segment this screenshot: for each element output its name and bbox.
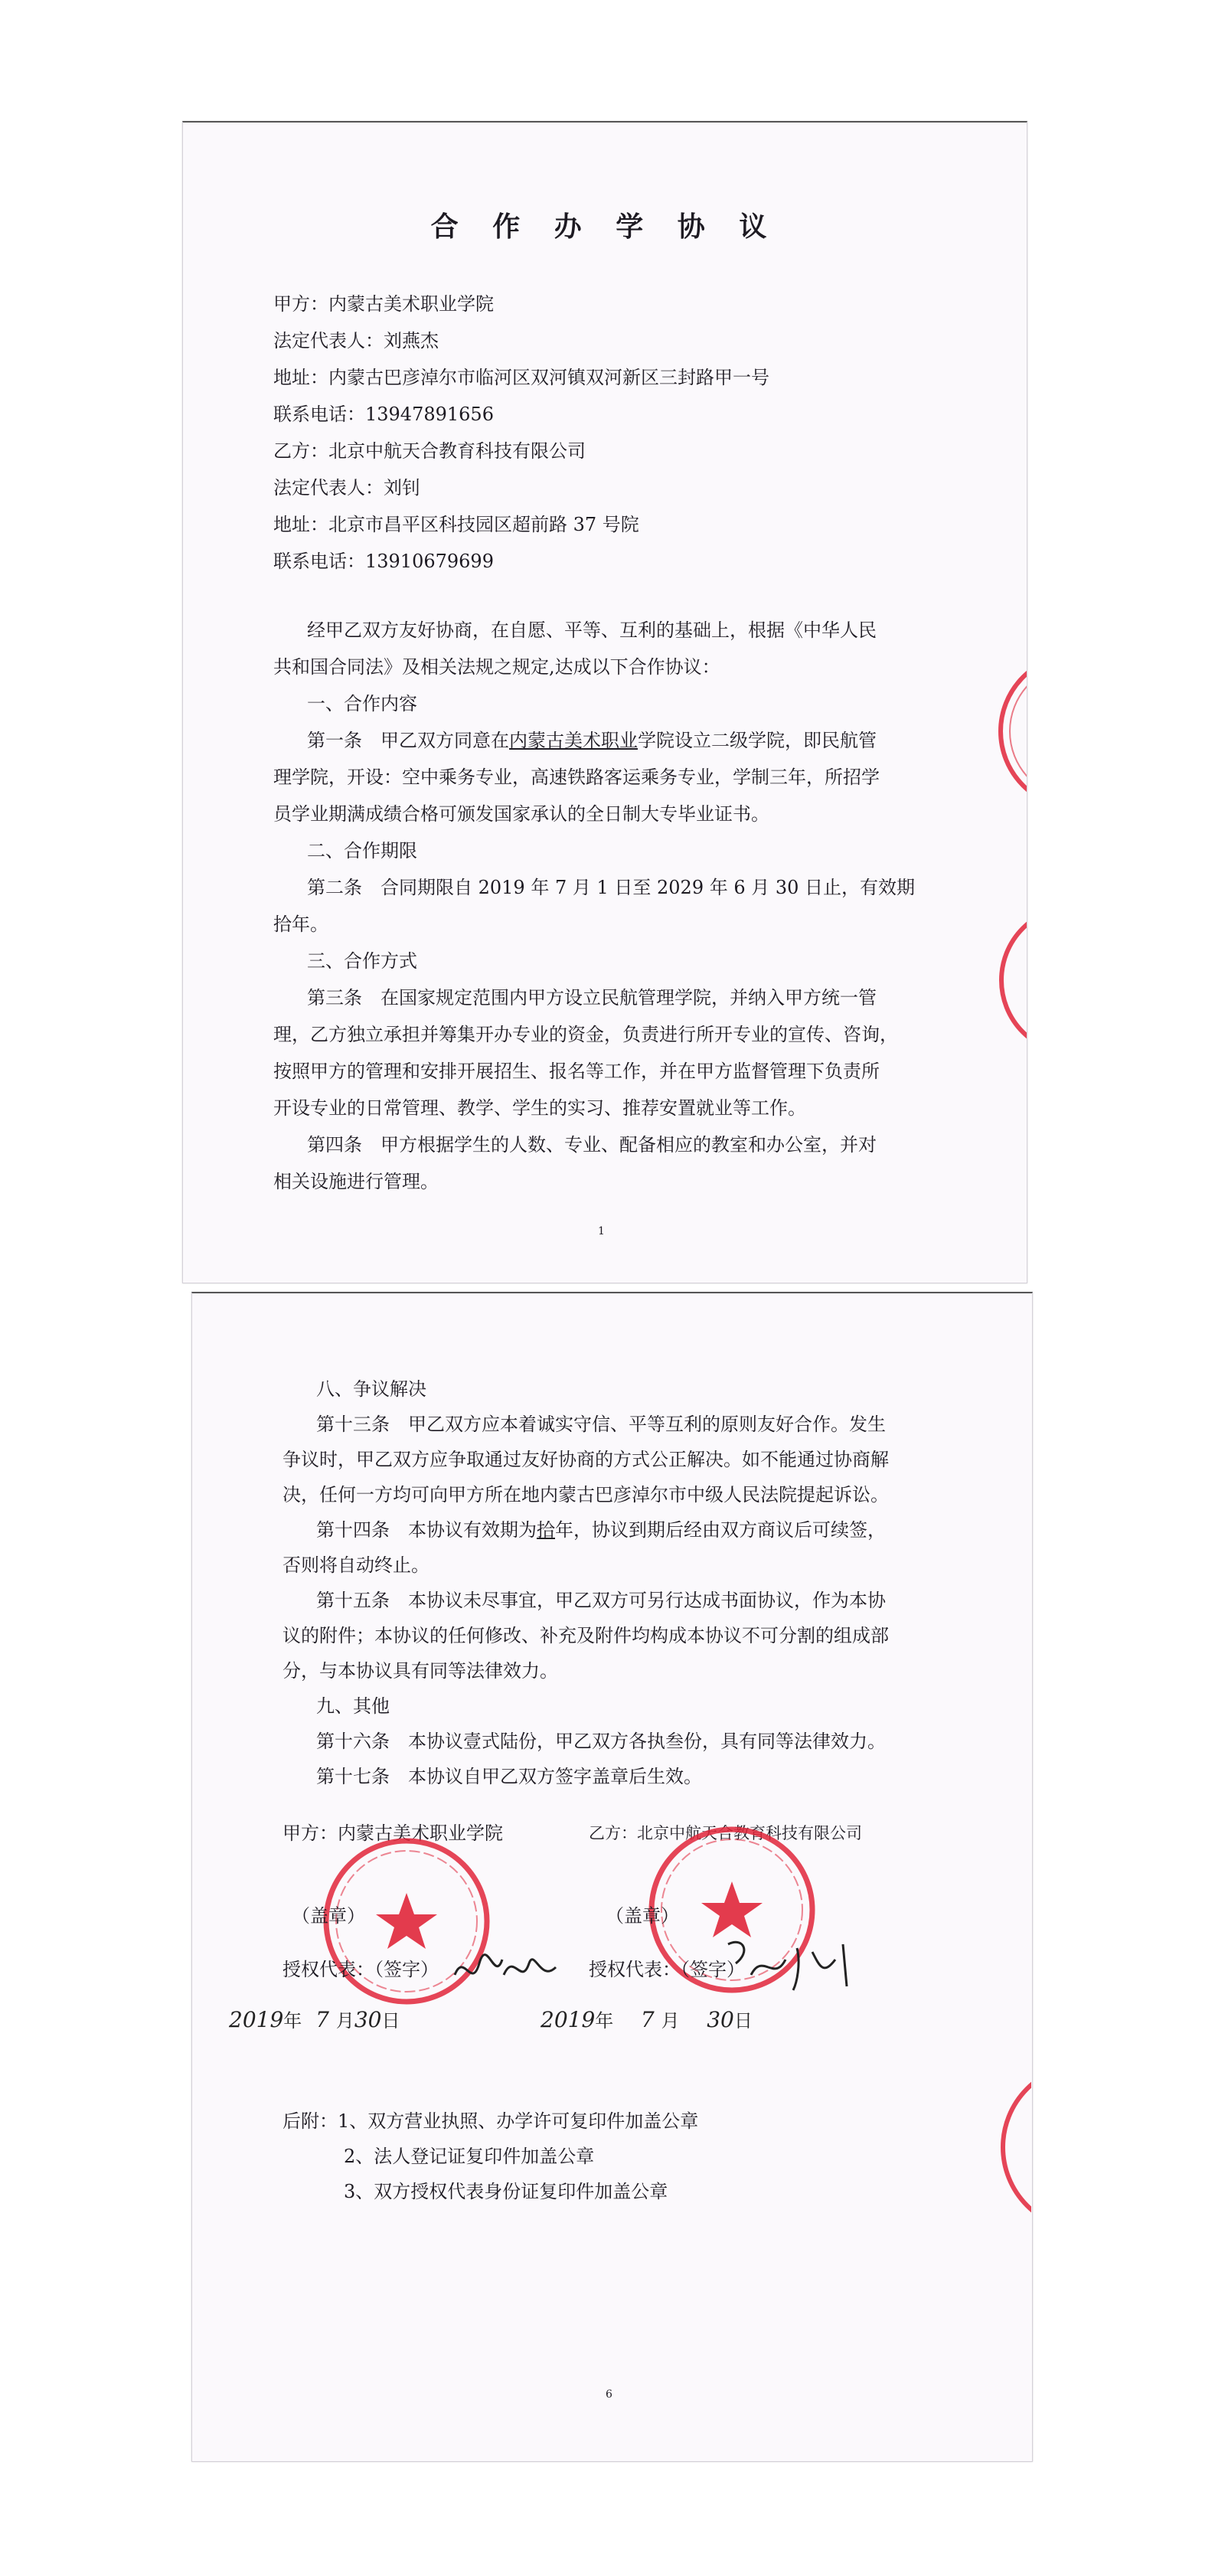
party-b-phone: 联系电话：13910679699 (273, 551, 494, 572)
party-a-seal-label: （盖章） (292, 1905, 365, 1927)
attachment-2: 2、法人登记证复印件加盖公章 (344, 2146, 595, 2167)
page-number: 1 (598, 1225, 605, 1237)
party-b-representative: 法定代表人：刘钊 (273, 477, 420, 499)
party-a-handwritten-signature (449, 1937, 563, 1998)
section-heading-cooperation-period: 二、合作期限 (307, 840, 417, 861)
article-1-prefix: 第一条 甲乙双方同意在 (307, 730, 509, 751)
page-number: 6 (606, 2388, 612, 2401)
article-3-line-2: 理，乙方独立承担并筹集开办专业的资金，负责进行所开专业的宣传、咨询， (273, 1024, 898, 1045)
document-title: 合 作 办 学 协 议 (430, 211, 779, 243)
partial-seal-stamp-lower (995, 904, 1027, 1057)
document-page-2 (191, 1292, 1033, 2462)
article-4-line-2: 相关设施进行管理。 (273, 1171, 439, 1192)
article-3-line-3: 按照甲方的管理和安排开展招生、报名等工作，并在甲方监督管理下负责所 (273, 1061, 880, 1082)
party-a-address: 地址：内蒙古巴彦淖尔市临河区双河镇双河新区三封路甲一号 (273, 367, 769, 388)
party-b-name: 乙方：北京中航天合教育科技有限公司 (273, 440, 586, 462)
document-page-1 (182, 121, 1027, 1283)
article-3-line-4: 开设专业的日常管理、教学、学生的实习、推荐安置就业等工作。 (273, 1097, 806, 1119)
attachment-1: 后附：1、双方营业执照、办学许可复印件加盖公章 (283, 2110, 699, 2132)
section-heading-other: 九、其他 (316, 1695, 390, 1717)
article-1-suffix: 学院设立二级学院，即民航管 (638, 730, 877, 751)
party-b-address: 地址：北京市昌平区科技园区超前路 37 号院 (273, 514, 639, 535)
article-1-line-1 (307, 729, 877, 752)
article-1-line-2: 理学院，开设：空中乘务专业，高速铁路客运乘务专业，学制三年，所招学 (273, 767, 880, 788)
article-3-line-1: 第三条 在国家规定范围内甲方设立民航管理学院，并纳入甲方统一管 (307, 987, 877, 1008)
article-13-line-2: 争议时，甲乙双方应争取通过友好协商的方式公正解决。如不能通过协商解 (283, 1449, 889, 1470)
article-15-line-2: 议的附件；本协议的任何修改、补充及附件均构成本协议不可分割的组成部 (283, 1625, 889, 1646)
article-16: 第十六条 本协议壹式陆份，甲乙双方各执叁份，具有同等法律效力。 (316, 1731, 886, 1752)
article-1-line-3: 员学业期满成绩合格可颁发国家承认的全日制大专毕业证书。 (273, 803, 769, 825)
section-heading-dispute: 八、争议解决 (316, 1378, 426, 1400)
signature-party-b-label: 乙方：北京中航天合教育科技有限公司 (589, 1824, 862, 1842)
article-14-line-1 (316, 1518, 886, 1541)
article-14-underlined-term: 拾 (537, 1519, 555, 1541)
party-b-date (541, 2006, 753, 2032)
party-a-representative-label: 授权代表：（签字） (283, 1959, 439, 1980)
article-1-underlined-school: 内蒙古美术职业 (509, 730, 638, 751)
article-13-line-1: 第十三条 甲乙双方应本着诚实守信、平等互利的原则友好合作。发生 (316, 1414, 886, 1435)
party-a-date-month-char: 月 (335, 2010, 354, 2032)
article-17: 第十七条 本协议自甲乙双方签字盖章后生效。 (316, 1766, 702, 1787)
party-a-date (229, 2006, 400, 2032)
party-b-handwritten-signature (720, 1929, 874, 1998)
intro-line-1: 经甲乙双方友好协商，在自愿、平等、互利的基础上，根据《中华人民 (307, 619, 877, 641)
party-b-date-day-char: 日 (733, 2010, 753, 2032)
section-heading-cooperation-content: 一、合作内容 (307, 693, 417, 714)
party-a-date-month: 7 (315, 2007, 329, 2032)
attachment-3: 3、双方授权代表身份证复印件加盖公章 (344, 2181, 668, 2202)
partial-seal-stamp-upper (993, 651, 1027, 812)
signature-party-a-label: 甲方：内蒙古美术职业学院 (283, 1822, 503, 1844)
section-heading-cooperation-method: 三、合作方式 (307, 950, 417, 972)
party-b-seal-label: （盖章） (606, 1905, 679, 1927)
article-15-line-3: 分，与本协议具有同等法律效力。 (283, 1660, 558, 1682)
article-13-line-3: 决，任何一方均可向甲方所在地内蒙古巴彦淖尔市中级人民法院提起诉讼。 (283, 1484, 889, 1505)
party-b-date-day: 30 (707, 2007, 734, 2032)
article-14-prefix: 第十四条 本协议有效期为 (316, 1519, 537, 1541)
article-2-line-2: 拾年。 (273, 914, 328, 935)
party-a-date-year-char: 年 (283, 2010, 302, 2032)
party-b-date-year: 2019 (541, 2007, 596, 2032)
partial-seal-stamp-paging (998, 2059, 1031, 2235)
party-a-name: 甲方：内蒙古美术职业学院 (273, 293, 494, 315)
party-a-date-year: 2019 (229, 2007, 284, 2032)
party-a-phone: 联系电话：13947891656 (273, 404, 494, 425)
party-b-date-year-char: 年 (595, 2010, 614, 2032)
article-2-line-1: 第二条 合同期限自 2019 年 7 月 1 日至 2029 年 6 月 30 日止，有效期 (307, 877, 916, 898)
party-b-representative-label: 授权代表：（签字） (589, 1959, 745, 1980)
intro-line-2: 共和国合同法》及相关法规之规定,达成以下合作协议： (273, 656, 720, 678)
party-b-date-month-char: 月 (661, 2010, 680, 2032)
party-a-date-day-char: 日 (381, 2010, 400, 2032)
article-4-line-1: 第四条 甲方根据学生的人数、专业、配备相应的教室和办公室，并对 (307, 1134, 877, 1156)
party-a-date-day: 30 (354, 2007, 382, 2032)
article-14-line-2: 否则将自动终止。 (283, 1554, 429, 1576)
party-b-date-month: 7 (640, 2007, 655, 2032)
party-a-representative: 法定代表人：刘燕杰 (273, 330, 439, 351)
article-14-suffix: 年，协议到期后经由双方商议后可续签， (555, 1519, 886, 1541)
article-15-line-1: 第十五条 本协议未尽事宜，甲乙双方可另行达成书面协议，作为本协 (316, 1590, 886, 1611)
